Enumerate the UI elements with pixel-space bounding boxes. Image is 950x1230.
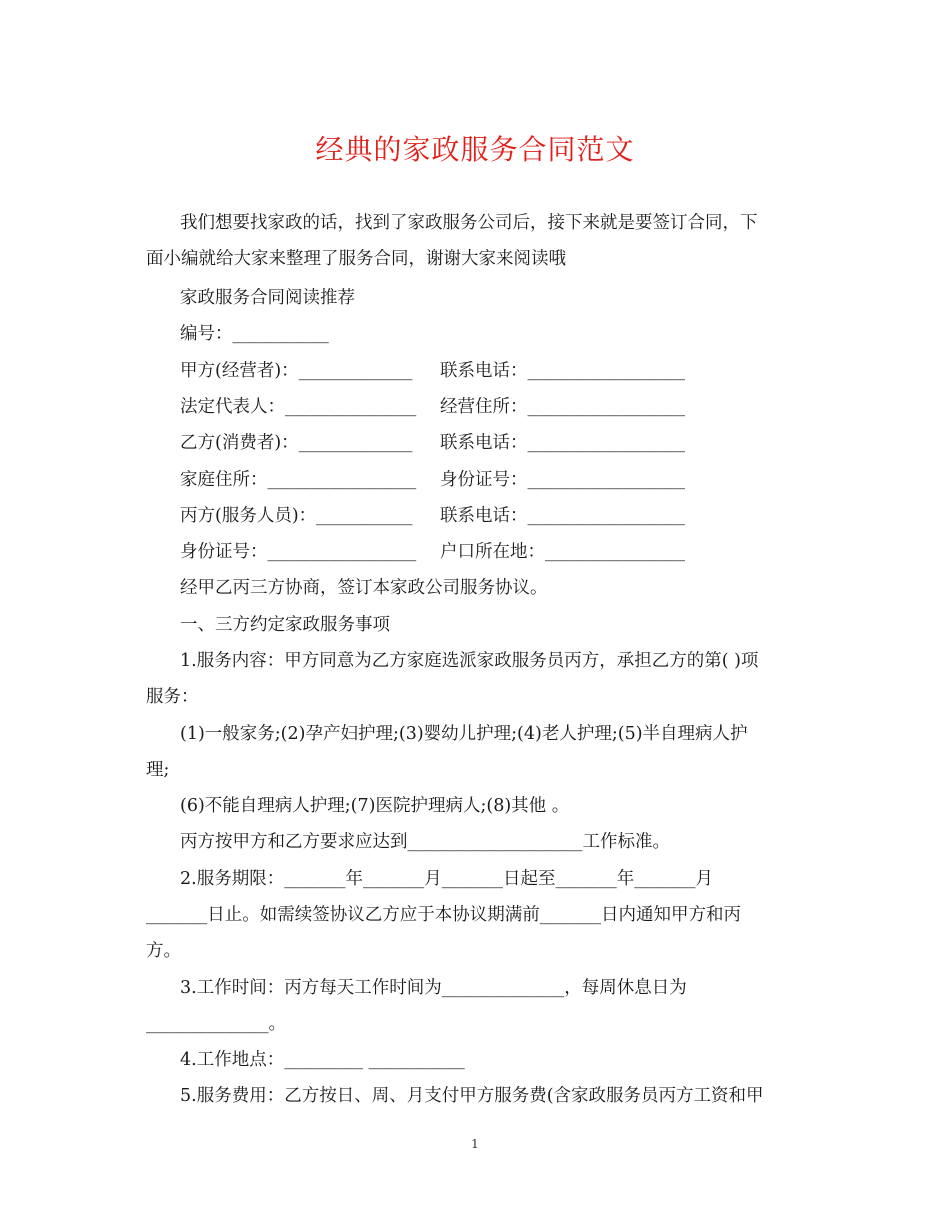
section-1-heading: 一、三方约定家政服务事项 [180, 615, 390, 635]
contract-number: 编号：___________ [180, 324, 329, 344]
home-address-field: 家庭住所：_________________ [180, 470, 417, 490]
item-2-line-2: _______日止。如需续签协议乙方应于本协议期满前_______日内通知甲方和丙 [146, 905, 741, 925]
intro-line-2: 面小编就给大家来整理了服务合同，谢谢大家来阅读哦 [146, 249, 566, 269]
page-number: 1 [471, 1137, 479, 1151]
work-standard-line: 丙方按甲方和乙方要求应达到____________________工作标准。 [180, 832, 670, 852]
item-5-line: 5.服务费用：乙方按日、周、月支付甲方服务费(含家政服务员丙方工资和甲 [180, 1086, 764, 1106]
item-2-line-1: 2.服务期限：_______年_______月_______日起至_______年_______月 [180, 869, 713, 889]
item-1-line-2: 服务： [146, 687, 199, 707]
item-4-line: 4.工作地点：_________ ___________ [180, 1050, 465, 1070]
options-line-1: (1)一般家务;(2)孕产妇护理;(3)婴幼儿护理;(4)老人护理;(5)半自理病人护 [180, 724, 748, 744]
item-3-line-1: 3.工作时间：丙方每天工作时间为______________，每周休息日为 [180, 978, 687, 998]
item-2-line-3: 方。 [146, 941, 181, 961]
party-c-id-field: 身份证号：_________________ [180, 542, 417, 562]
party-b-id-field: 身份证号：__________________ [440, 470, 685, 490]
item-3-line-2: ______________。 [146, 1014, 286, 1034]
hukou-field: 户口所在地：________________ [440, 542, 685, 562]
legal-rep-field: 法定代表人：_______________ [180, 397, 417, 417]
recommend-heading: 家政服务合同阅读推荐 [180, 288, 355, 308]
party-a-phone-field: 联系电话：__________________ [440, 361, 685, 381]
business-address-field: 经营住所：__________________ [440, 397, 685, 417]
document-title: 经典的家政服务合同范文 [315, 133, 635, 166]
intro-line-1: 我们想要找家政的话，找到了家政服务公司后，接下来就是要签订合同，下 [180, 213, 758, 233]
item-1-line-1: 1.服务内容：甲方同意为乙方家庭选派家政服务员丙方，承担乙方的第( )项 [180, 651, 759, 671]
options-line-2: 理; [146, 760, 170, 780]
party-a-field: 甲方(经营者)：_____________ [180, 361, 413, 381]
party-b-phone-field: 联系电话：__________________ [440, 433, 685, 453]
party-c-phone-field: 联系电话：__________________ [440, 506, 685, 526]
party-b-field: 乙方(消费者)：_____________ [180, 433, 413, 453]
agreement-line: 经甲乙丙三方协商，签订本家政公司服务协议。 [180, 578, 548, 598]
options-line-3: (6)不能自理病人护理;(7)医院护理病人;(8)其他 。 [180, 796, 570, 816]
party-c-field: 丙方(服务人员)：___________ [180, 506, 413, 526]
